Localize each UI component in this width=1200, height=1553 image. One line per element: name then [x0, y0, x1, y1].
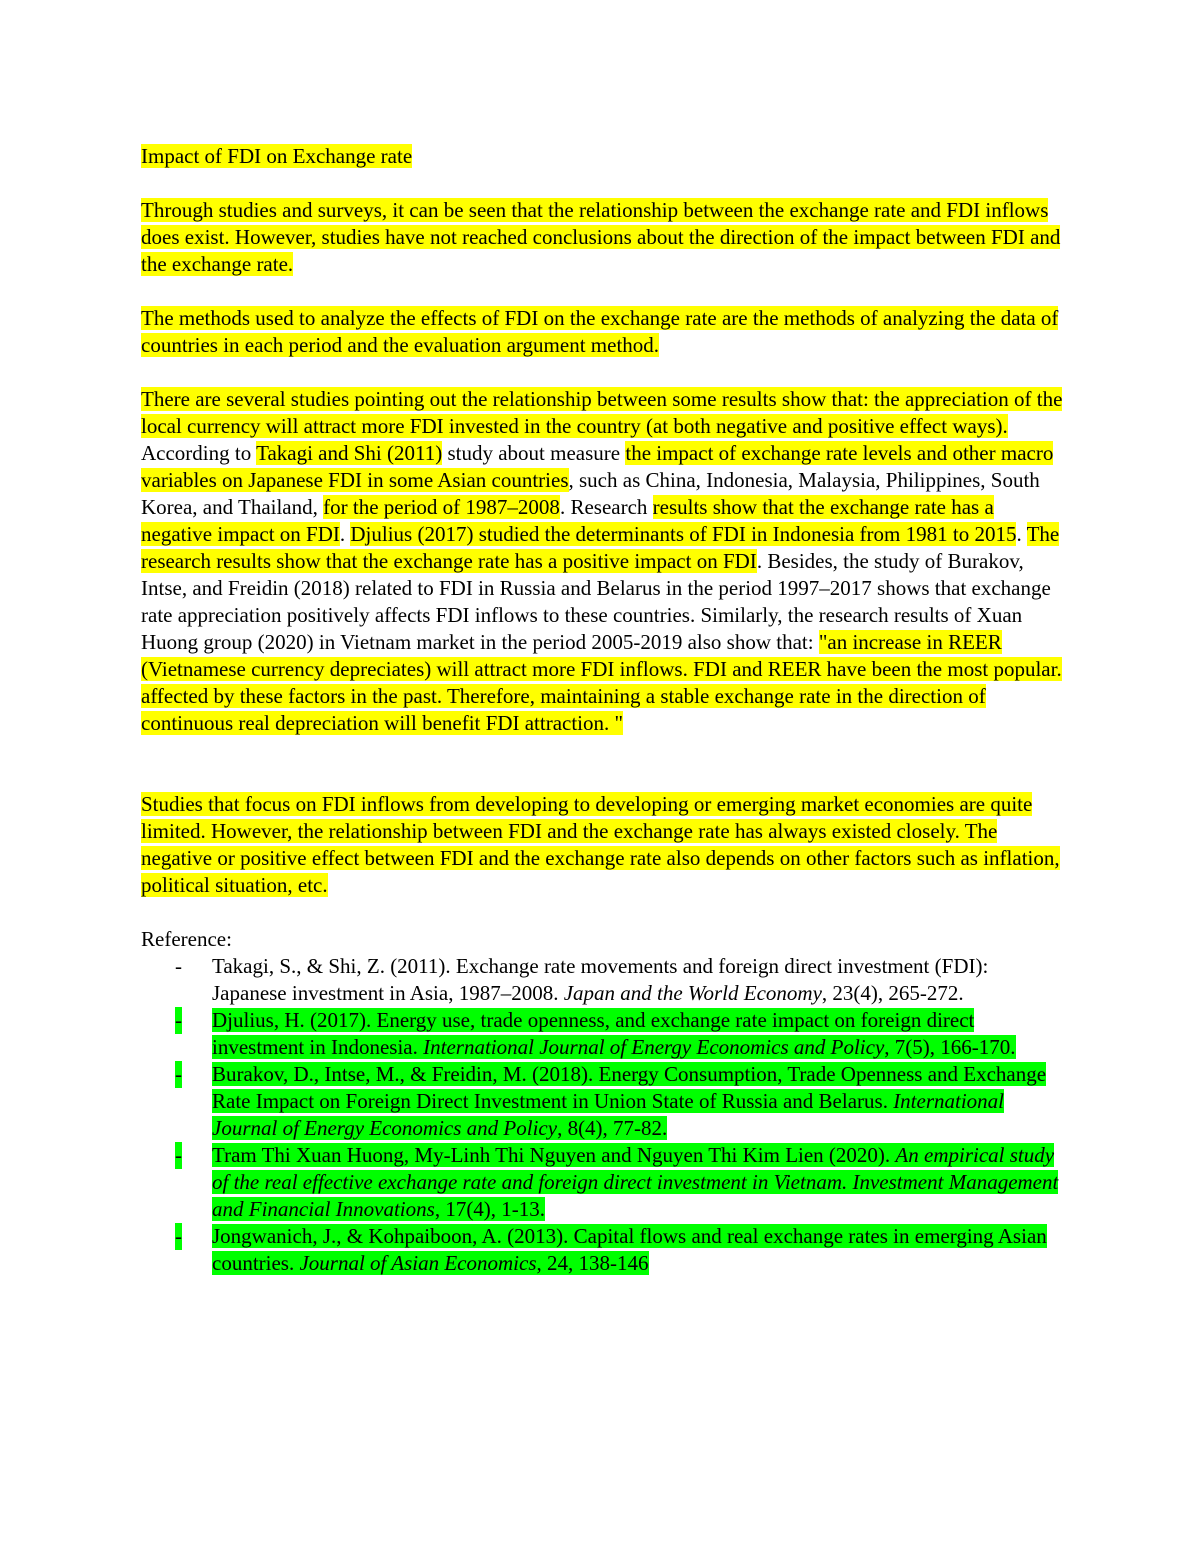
reference-item: - Djulius, H. (2017). Energy use, trade openness, and exchange rate impact on foreign direct investment in Indonesia. International Journal of Energy Economics and Policy, 7(5), 166-170.	[175, 1008, 1016, 1059]
list-bullet: -	[175, 1143, 182, 1167]
list-bullet: -	[175, 1008, 182, 1032]
reference-item: - Jongwanich, J., & Kohpaiboon, A. (2013). Capital flows and real exchange rates in emerging Asian countries. Journal of Asian Economics, 24, 138-146	[175, 1224, 1047, 1275]
doc-title: Impact of FDI on Exchange rate	[141, 144, 413, 168]
list-bullet: -	[175, 1224, 182, 1248]
reference-list	[141, 953, 1066, 1277]
list-bullet: -	[175, 954, 182, 978]
reference-item: - Tram Thi Xuan Huong, My-Linh Thi Nguyen and Nguyen Thi Kim Lien (2020). An empirical study of the real effective exchange rate and foreign direct investment in Vietnam. Investment Management and Financial Innovations, 17(4), 1-13.	[175, 1143, 1059, 1221]
reference-item: - Burakov, D., Intse, M., & Freidin, M. (2018). Energy Consumption, Trade Openness and Exchange Rate Impact on Foreign Direct Investment in Union State of Russia and Belarus. International Journal of Energy Economics and Policy, 8(4), 77-82.	[175, 1062, 1047, 1140]
paragraph-2: The methods used to analyze the effects of FDI on the exchange rate are the methods of analyzing the data of countries in each period and the evaluation argument method.	[141, 306, 1059, 357]
paragraph-1: Through studies and surveys, it can be seen that the relationship between the exchange rate and FDI inflows does exist. However, studies have not reached conclusions about the direction of the impact between FDI and the exchange rate.	[141, 198, 1061, 276]
document-body	[141, 143, 1066, 1277]
paragraph-3: There are several studies pointing out the relationship between some results show that: the appreciation of the local currency will attract more FDI invested in the country (at both negative and positive effect ways). According to Takagi and Shi (2011) study about measure the impact of exchange rate levels and other macro variables on Japanese FDI in some Asian countries, such as China, Indonesia, Malaysia, Philippines, South Korea, and Thailand, for the period of 1987–2008. Research results show that the exchange rate has a negative impact on FDI. Djulius (2017) studied the determinants of FDI in Indonesia from 1981 to 2015. The research results show that the exchange rate has a positive impact on FDI. Besides, the study of Burakov, Intse, and Freidin (2018) related to FDI in Russia and Belarus in the period 1997–2017 shows that exchange rate appreciation positively affects FDI inflows to these countries. Similarly, the research results of Xuan Huong group (2020) in Vietnam market in the period 2005-2019 also show that: "an increase in REER (Vietnamese currency depreciates) will attract more FDI inflows. FDI and REER have been the most popular. affected by these factors in the past. Therefore, maintaining a stable exchange rate in the direction of continuous real depreciation will benefit FDI attraction. "	[141, 387, 1063, 735]
paragraph-4: Studies that focus on FDI inflows from developing to developing or emerging market economies are quite limited. However, the relationship between FDI and the exchange rate has always existed closely. The negative or positive effect between FDI and the exchange rate also depends on other factors such as inflation, political situation, etc.	[141, 792, 1060, 897]
list-bullet: -	[175, 1062, 182, 1086]
reference-heading: Reference:	[141, 927, 232, 951]
reference-item: - Takagi, S., & Shi, Z. (2011). Exchange rate movements and foreign direct investment (FDI): Japanese investment in Asia, 1987–2008. Japan and the World Economy, 23(4), 265-272.	[175, 954, 989, 1005]
